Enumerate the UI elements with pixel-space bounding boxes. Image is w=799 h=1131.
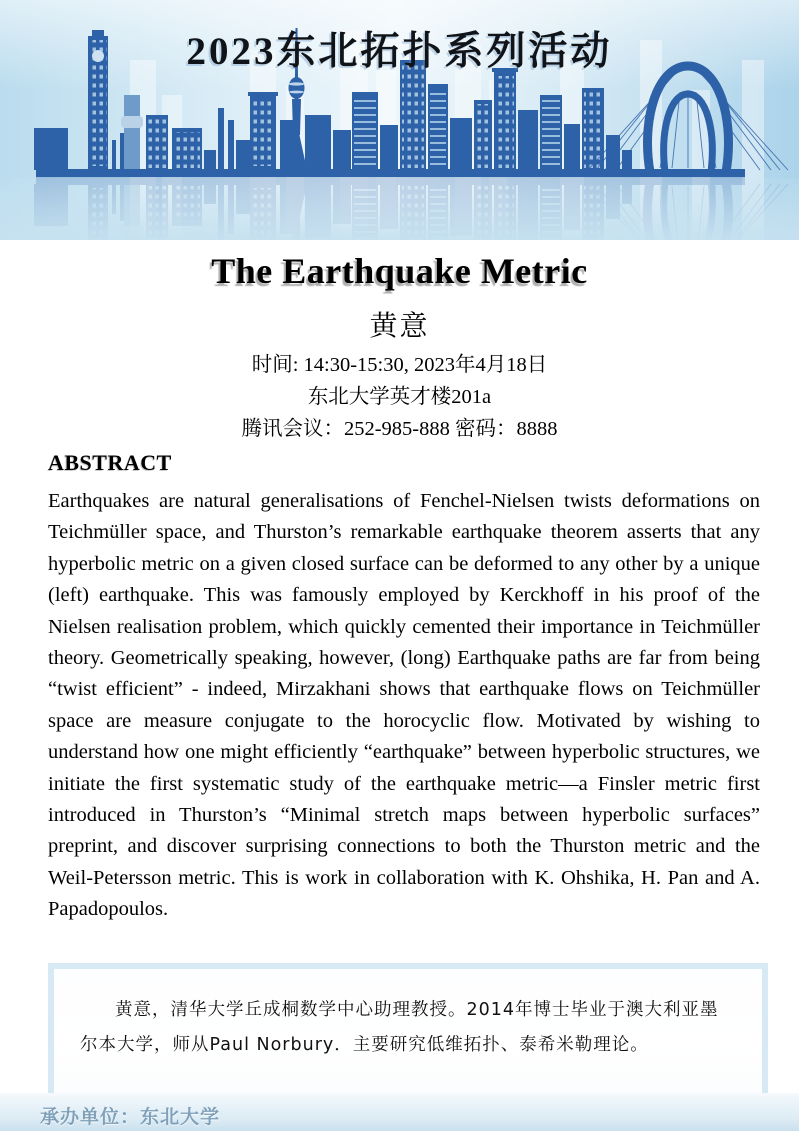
abstract-heading: ABSTRACT <box>48 450 172 475</box>
talk-info <box>0 349 799 445</box>
abstract-body: Earthquakes are natural generalisations of Fenchel-Nielsen twists deformations on Teichmüller space, and Thurston’s remarkable earthquake theorem asserts that any hyperbolic metric on a given closed surface can be deformed to any other by a unique (left) earthquake. This was famously employed by Kerckhoff in his proof of the Nielsen realisation problem, which quickly cemented their importance in Teichmüller theory. Geometrically speaking, however, (long) Earthquake paths are far from being “twist efficient” - indeed, Mirzakhani shows that earthquake flows on Teichmüller space are measure conjugate to the horocyclic flow. Motivated by wishing to understand how one might efficiently “earthquake” between hyperbolic structures, we initiate the first systematic study of the earthquake metric—a Finsler metric first introduced in Thurston’s “Minimal stretch maps between hyperbolic surfaces” preprint, and discover surprising connections to both the Thurston metric and the Weil-Petersson metric. This is work in collaboration with K. Ohshika, H. Pan and A. Papadopoulos. <box>48 490 760 921</box>
speaker-bio-box <box>48 963 768 1093</box>
organizer-line: 承办单位：东北大学 <box>40 1106 221 1128</box>
speaker-bio-text: 黄意，清华大学丘成桐数学中心助理教授。2014年博士毕业于澳大利亚墨尔本大学，师从Paul Norbury．主要研究低维拓扑、泰希米勒理论。 <box>80 1000 719 1055</box>
talk-title: The Earthquake Metric <box>211 251 588 291</box>
series-title: 2023东北拓扑系列活动 <box>186 30 613 73</box>
banner <box>0 0 799 240</box>
talk-time: 时间: 14:30-15:30, 2023年4月18日 <box>251 354 548 376</box>
talk-meeting: 腾讯会议：252-985-888 密码：8888 <box>241 418 558 440</box>
talk-location: 东北大学英才楼201a <box>307 386 492 408</box>
footer-band <box>0 1093 799 1131</box>
talk-speaker: 黄意 <box>369 311 430 342</box>
